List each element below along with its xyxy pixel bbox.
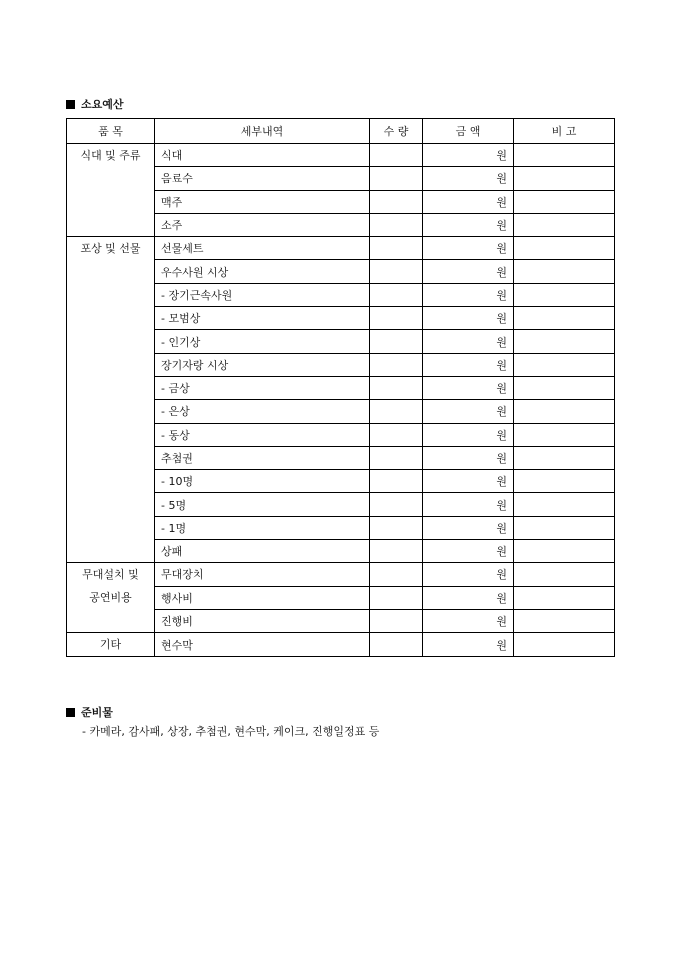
detail-cell: - 10명 [155, 470, 370, 493]
heading-square-bullet [66, 100, 75, 109]
budget-section-heading [66, 96, 124, 112]
quantity-cell [370, 213, 423, 236]
detail-cell: 현수막 [155, 633, 370, 657]
detail-cell: 추첨권 [155, 446, 370, 469]
detail-cell: - 5명 [155, 493, 370, 516]
quantity-cell [370, 353, 423, 376]
quantity-cell [370, 540, 423, 563]
note-cell [514, 470, 615, 493]
quantity-cell [370, 307, 423, 330]
note-cell [514, 586, 615, 609]
amount-cell: 원 [423, 330, 514, 353]
quantity-cell [370, 563, 423, 586]
note-cell [514, 167, 615, 190]
note-cell [514, 353, 615, 376]
note-cell [514, 307, 615, 330]
detail-cell: 음료수 [155, 167, 370, 190]
amount-cell: 원 [423, 376, 514, 399]
category-cell [67, 633, 155, 657]
amount-cell: 원 [423, 493, 514, 516]
note-cell [514, 144, 615, 167]
quantity-cell [370, 376, 423, 399]
header-amount: 금 액 [423, 119, 514, 144]
amount-cell: 원 [423, 353, 514, 376]
detail-cell: - 동상 [155, 423, 370, 446]
amount-cell: 원 [423, 633, 514, 657]
note-cell [514, 423, 615, 446]
note-cell [514, 283, 615, 306]
category-label: 기타 [99, 638, 122, 652]
detail-cell: 선물세트 [155, 237, 370, 260]
quantity-cell [370, 260, 423, 283]
detail-cell: 진행비 [155, 609, 370, 632]
heading-square-bullet [66, 708, 75, 717]
amount-cell: 원 [423, 516, 514, 539]
header-quantity: 수 량 [370, 119, 423, 144]
amount-cell: 원 [423, 167, 514, 190]
quantity-cell [370, 586, 423, 609]
note-cell [514, 260, 615, 283]
budget-table-body [67, 144, 615, 657]
table-row [67, 144, 615, 167]
amount-cell: 원 [423, 540, 514, 563]
quantity-cell [370, 167, 423, 190]
quantity-cell [370, 423, 423, 446]
quantity-cell [370, 493, 423, 516]
detail-cell: 무대장치 [155, 563, 370, 586]
supplies-section-heading [66, 704, 113, 720]
detail-cell: - 장기근속사원 [155, 283, 370, 306]
table-header-row [67, 119, 615, 144]
quantity-cell [370, 633, 423, 657]
quantity-cell [370, 516, 423, 539]
amount-cell: 원 [423, 446, 514, 469]
quantity-cell [370, 330, 423, 353]
table-row [67, 633, 615, 657]
note-cell [514, 190, 615, 213]
amount-cell: 원 [423, 260, 514, 283]
detail-cell: 장기자랑 시상 [155, 353, 370, 376]
category-cell [67, 237, 155, 563]
amount-cell: 원 [423, 283, 514, 306]
quantity-cell [370, 470, 423, 493]
note-cell [514, 609, 615, 632]
detail-cell: - 은상 [155, 400, 370, 423]
detail-cell: - 금상 [155, 376, 370, 399]
amount-cell: 원 [423, 190, 514, 213]
detail-cell: - 모범상 [155, 307, 370, 330]
category-cell [67, 144, 155, 237]
quantity-cell [370, 237, 423, 260]
amount-cell: 원 [423, 470, 514, 493]
quantity-cell [370, 609, 423, 632]
detail-cell: 행사비 [155, 586, 370, 609]
quantity-cell [370, 283, 423, 306]
detail-cell: 소주 [155, 213, 370, 236]
category-label: 공연비용 [89, 591, 132, 605]
detail-cell: - 1명 [155, 516, 370, 539]
note-cell [514, 213, 615, 236]
budget-table [66, 118, 615, 657]
note-cell [514, 237, 615, 260]
amount-cell: 원 [423, 563, 514, 586]
amount-cell: 원 [423, 144, 514, 167]
amount-cell: 원 [423, 586, 514, 609]
supplies-heading-text: 준비물 [81, 706, 113, 719]
quantity-cell [370, 144, 423, 167]
amount-cell: 원 [423, 423, 514, 446]
note-cell [514, 563, 615, 586]
category-label: 무대설치 및 [82, 568, 139, 582]
header-note: 비 고 [514, 119, 615, 144]
amount-cell: 원 [423, 213, 514, 236]
supplies-list: - 카메라, 감사패, 상장, 추첨권, 현수막, 케이크, 진행일정표 등 [82, 725, 380, 738]
note-cell [514, 376, 615, 399]
note-cell [514, 516, 615, 539]
note-cell [514, 400, 615, 423]
note-cell [514, 633, 615, 657]
category-label: 포상 및 선물 [80, 242, 141, 256]
note-cell [514, 330, 615, 353]
category-cell [67, 563, 155, 633]
quantity-cell [370, 446, 423, 469]
amount-cell: 원 [423, 609, 514, 632]
detail-cell: 맥주 [155, 190, 370, 213]
budget-heading-text: 소요예산 [81, 98, 124, 111]
table-row [67, 237, 615, 260]
header-detail: 세부내역 [155, 119, 370, 144]
category-label: 식대 및 주류 [80, 149, 141, 162]
note-cell [514, 540, 615, 563]
table-row [67, 563, 615, 586]
quantity-cell [370, 190, 423, 213]
quantity-cell [370, 400, 423, 423]
amount-cell: 원 [423, 307, 514, 330]
detail-cell: 식대 [155, 144, 370, 167]
detail-cell: 상패 [155, 540, 370, 563]
note-cell [514, 493, 615, 516]
detail-cell: 우수사원 시상 [155, 260, 370, 283]
note-cell [514, 446, 615, 469]
header-item: 품 목 [67, 119, 155, 144]
detail-cell: - 인기상 [155, 330, 370, 353]
amount-cell: 원 [423, 237, 514, 260]
amount-cell: 원 [423, 400, 514, 423]
